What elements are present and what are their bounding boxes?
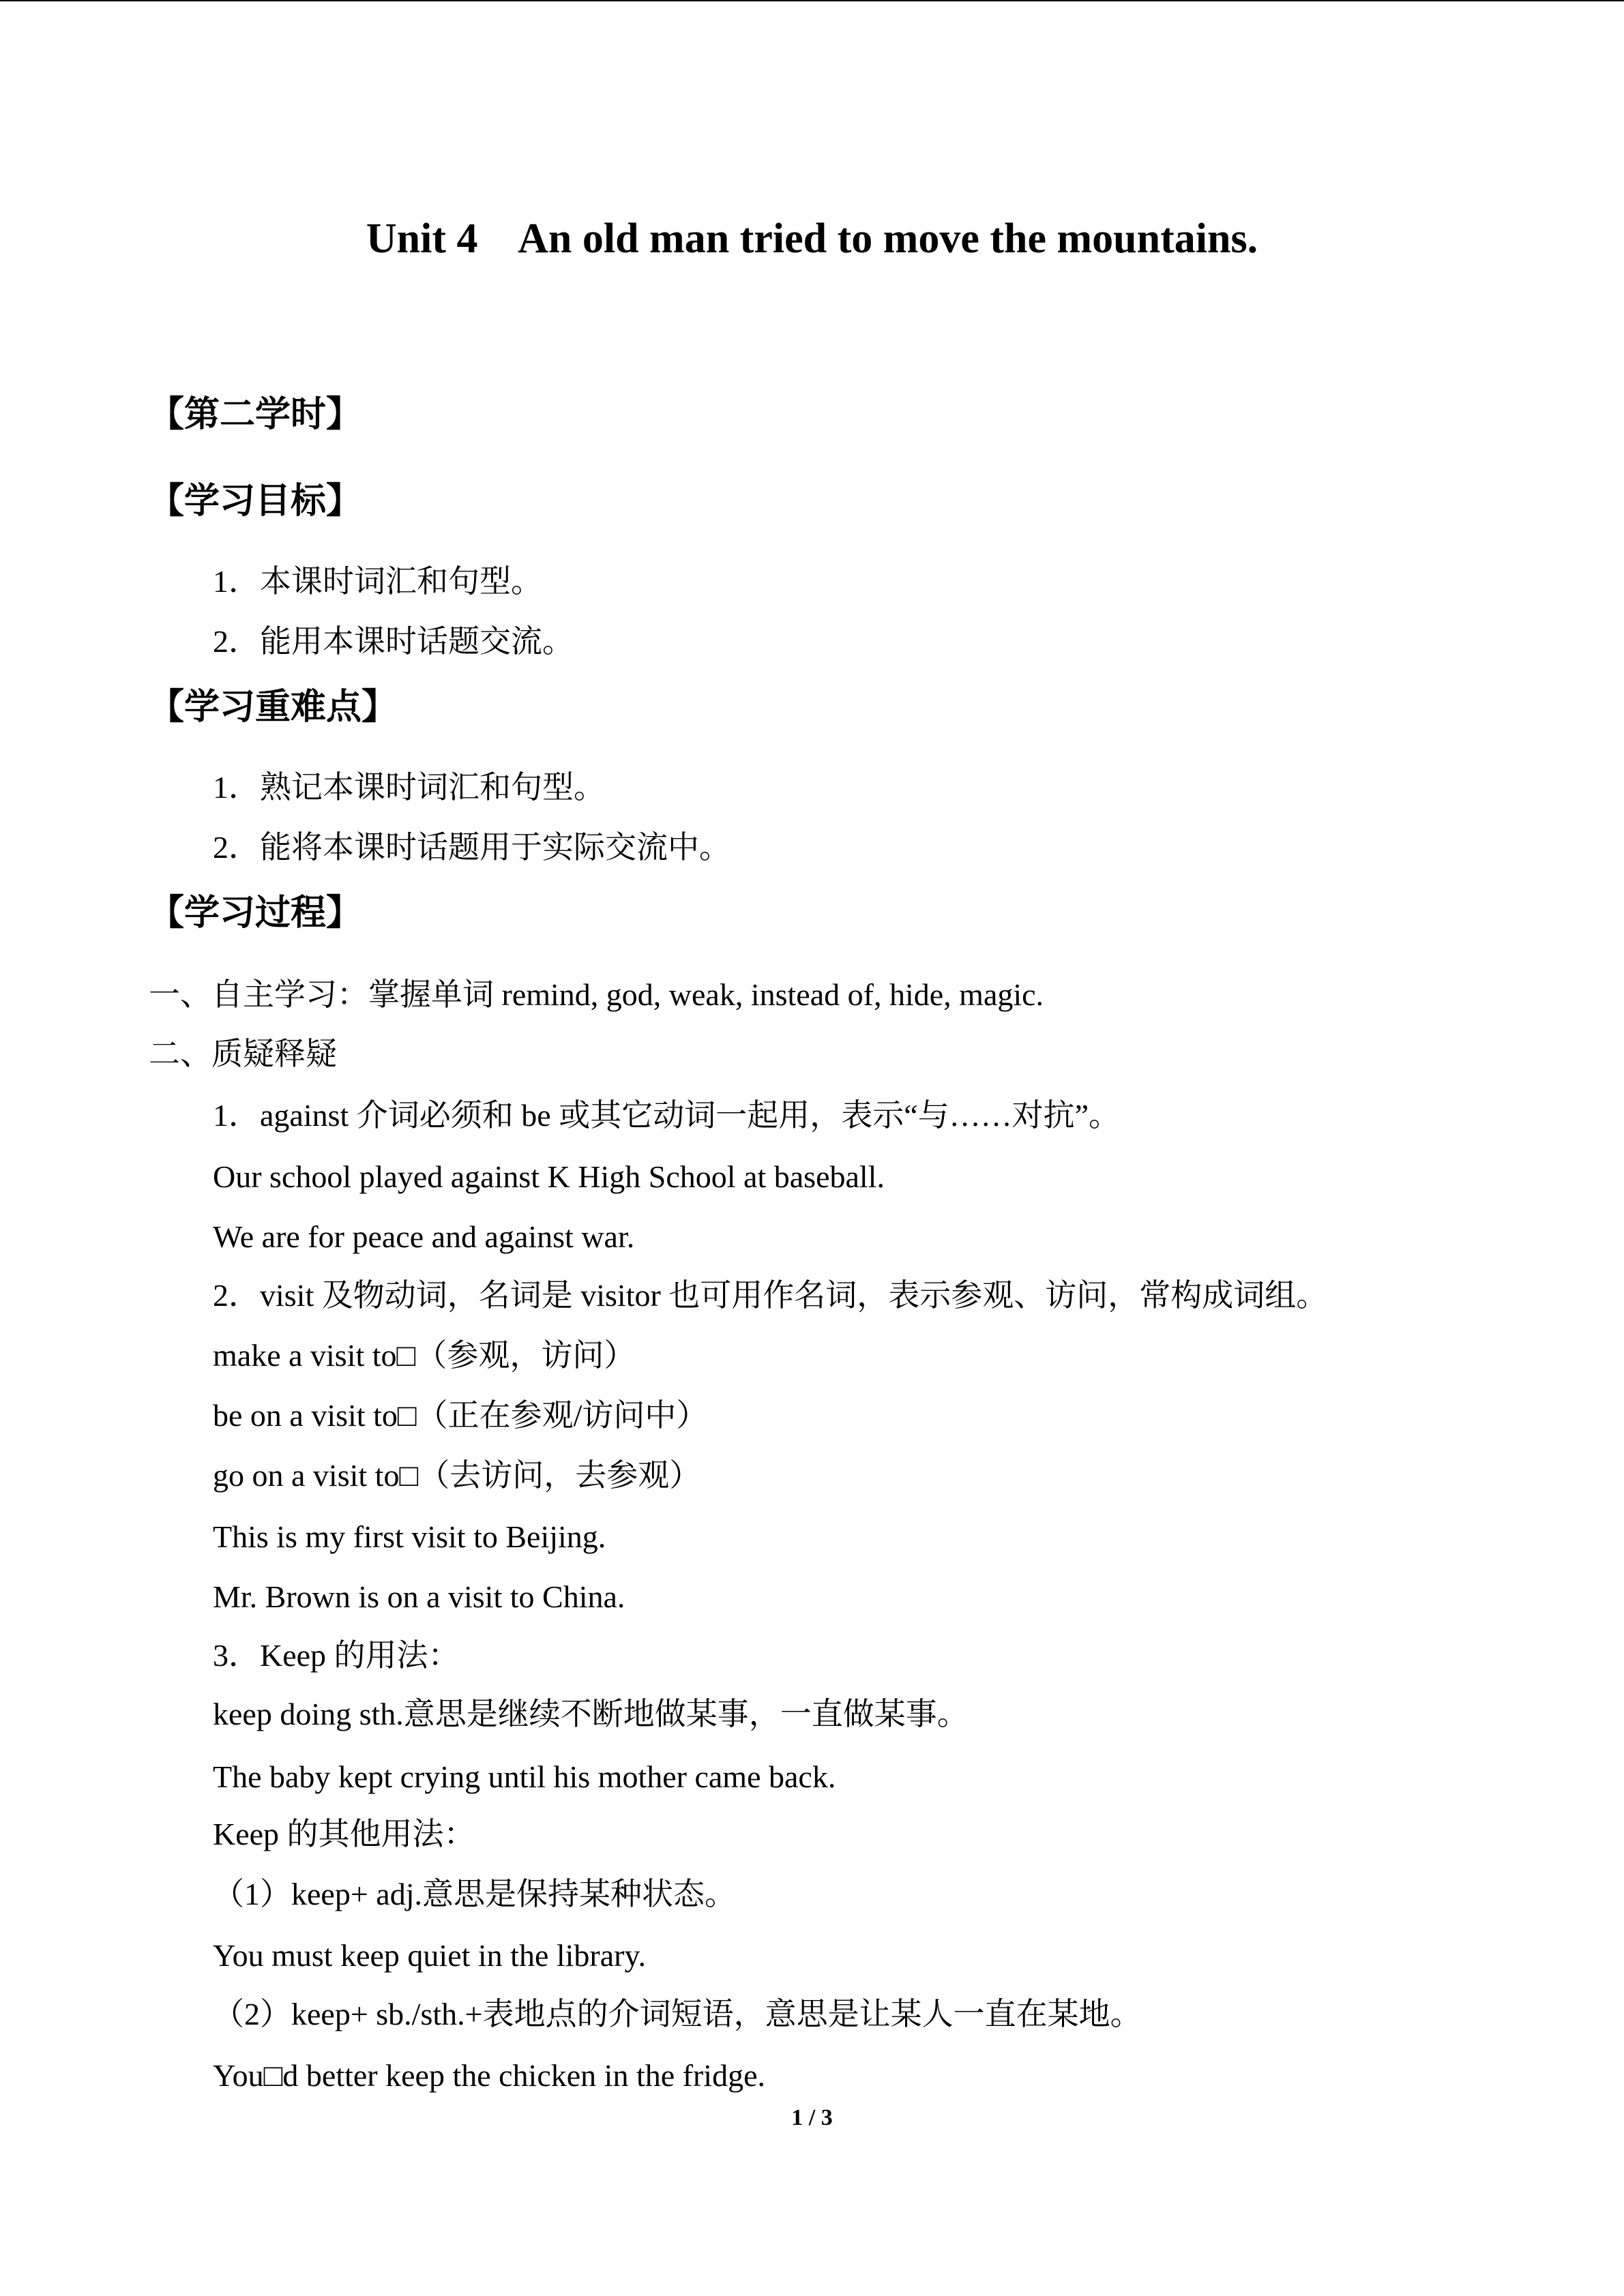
process-line: Mr. Brown is on a visit to China. bbox=[213, 1579, 625, 1614]
process-line: go on a visit to□（去访问，去参观） bbox=[213, 1458, 701, 1493]
page-number: 1 / 3 bbox=[791, 2105, 833, 2130]
heading-key-points: 【学习重难点】 bbox=[149, 687, 398, 728]
key-point-item: 2．能将本课时话题用于实际交流中。 bbox=[213, 830, 730, 865]
top-rule bbox=[0, 0, 1624, 1]
heading-process: 【学习过程】 bbox=[149, 893, 362, 934]
process-line: 1．against 介词必须和 be 或其它动词一起用，表示“与……对抗”。 bbox=[213, 1098, 1121, 1133]
process-line: （2）keep+ sb./sth.+表地点的介词短语，意思是让某人一直在某地。 bbox=[213, 1997, 1142, 2031]
process-line: be on a visit to□（正在参观/访问中） bbox=[213, 1398, 708, 1433]
self-study-line: 一、自主学习：掌握单词 remind, god, weak, instead of, hide, magic. bbox=[149, 977, 1044, 1012]
process-line: Our school played against K High School at baseball. bbox=[213, 1159, 885, 1194]
process-line: You must keep quiet in the library. bbox=[213, 1938, 646, 1973]
process-line: make a visit to□（参观，访问） bbox=[213, 1338, 636, 1373]
objective-item: 1．本课时词汇和句型。 bbox=[213, 564, 542, 599]
process-line: （1）keep+ adj.意思是保持某种状态。 bbox=[213, 1877, 736, 1911]
process-line: 3．Keep 的用法： bbox=[213, 1638, 460, 1673]
qa-heading: 二、质疑释疑 bbox=[149, 1037, 337, 1071]
process-line: We are for peace and against war. bbox=[213, 1219, 635, 1254]
key-point-item: 1．熟记本课时词汇和句型。 bbox=[213, 770, 605, 805]
process-line: The baby kept crying until his mother came back. bbox=[213, 1759, 836, 1794]
process-line: You□d better keep the chicken in the fridge. bbox=[213, 2058, 765, 2093]
document-title: Unit 4 An old man tried to move the mountains. bbox=[366, 215, 1258, 262]
heading-period: 【第二学时】 bbox=[149, 394, 362, 435]
process-line: Keep 的其他用法： bbox=[213, 1817, 475, 1851]
process-line: 2．visit 及物动词，名词是 visitor 也可用作名词，表示参观、访问，常构成词组。 bbox=[213, 1278, 1328, 1313]
heading-objectives: 【学习目标】 bbox=[149, 481, 362, 522]
objective-item: 2．能用本课时话题交流。 bbox=[213, 624, 574, 659]
process-line: keep doing sth.意思是继续不断地做某事，一直做某事。 bbox=[213, 1697, 969, 1731]
process-line: This is my first visit to Beijing. bbox=[213, 1519, 606, 1554]
